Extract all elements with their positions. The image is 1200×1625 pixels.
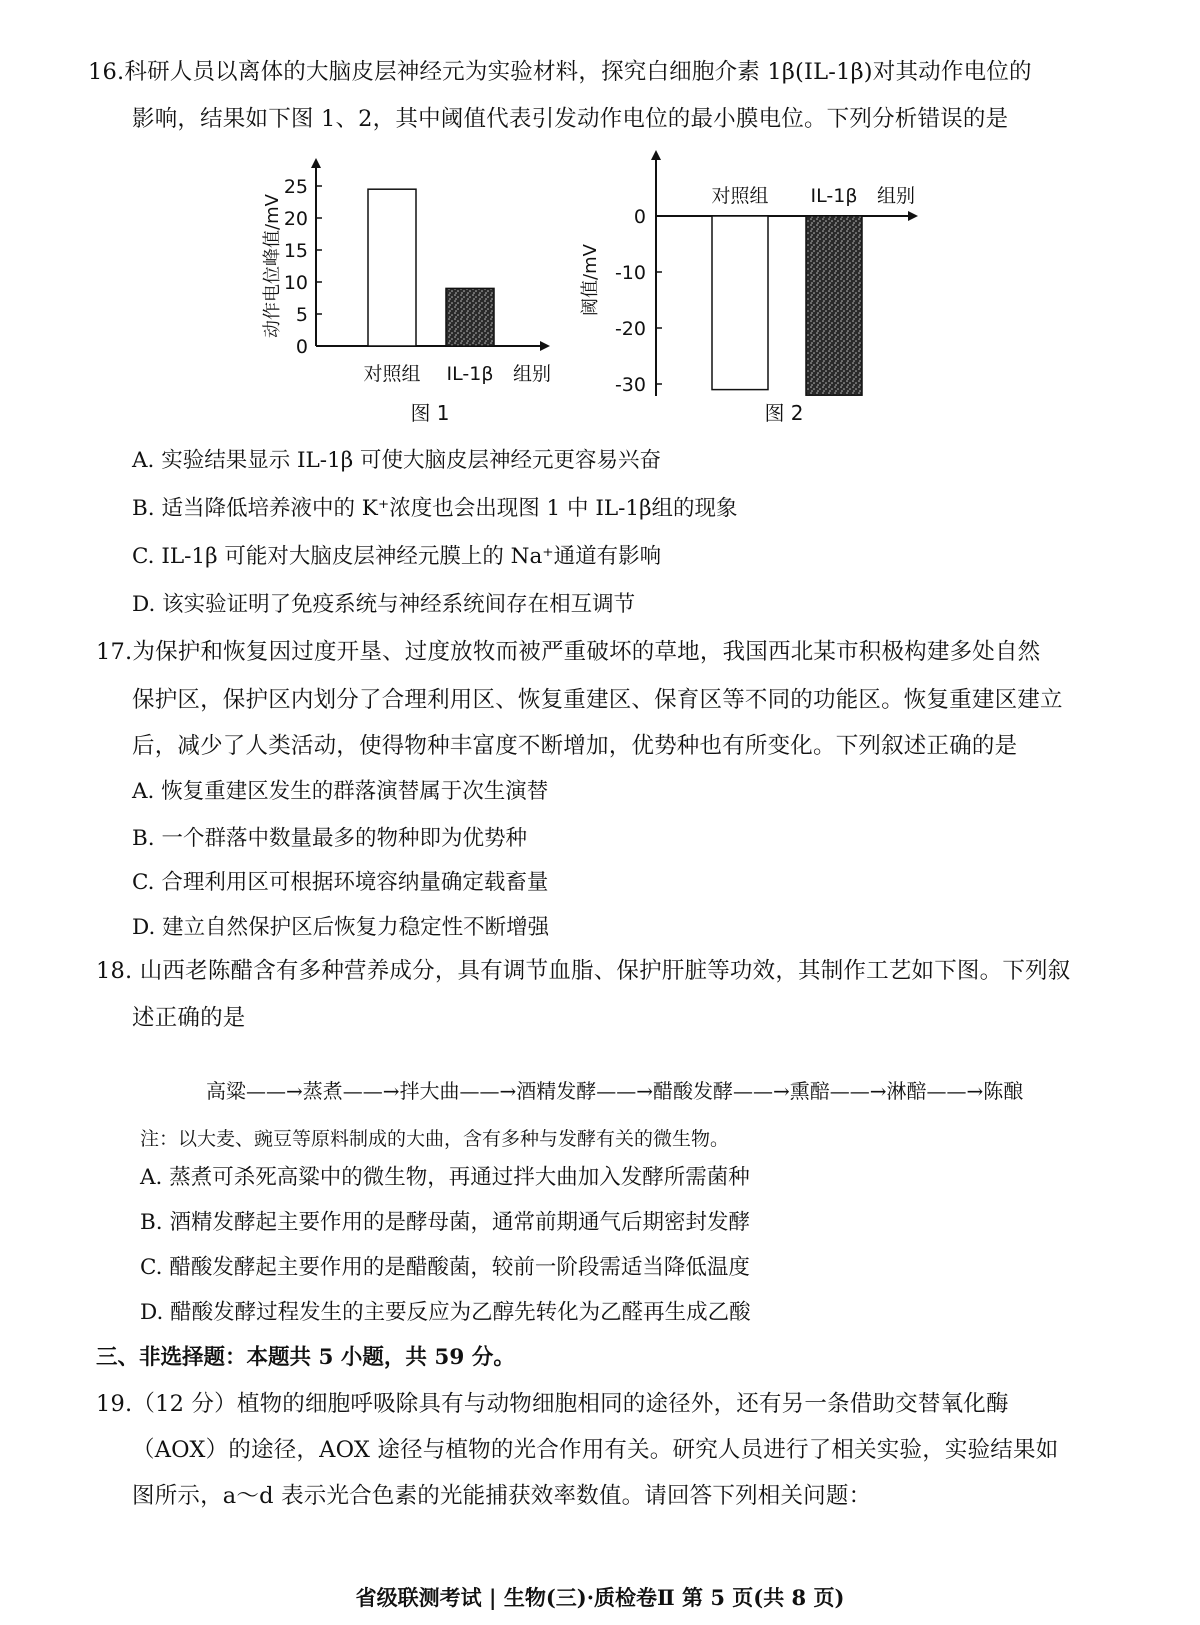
q18-option-c: C. 醋酸发酵起主要作用的是醋酸菌，较前一阶段需适当降低温度 [140,1255,750,1280]
q17-option-d: D. 建立自然保护区后恢复力稳定性不断增强 [132,915,550,940]
q16-stem-line1: 16.科研人员以离体的大脑皮层神经元为实验材料，探究白细胞介素 1β(IL-1β)对其动作电位的 [88,59,1032,85]
q17-option-b: B. 一个群落中数量最多的物种即为优势种 [132,826,527,851]
section-3-heading: 三、非选择题：本题共 5 小题，共 59 分。 [96,1345,515,1370]
figure-2-svg [570,140,930,440]
q17-stem-line2: 保护区，保护区内划分了合理利用区、恢复重建区、保育区等不同的功能区。恢复重建区建立 [132,687,1063,713]
category-label: 对照组 [711,185,769,207]
q18-stem-line2: 述正确的是 [132,1005,246,1031]
y-axis-arrow [311,158,321,168]
q16-option-b: B. 适当降低培养液中的 K⁺浓度也会出现图 1 中 IL-1β组的现象 [132,496,738,521]
chart-title: 图 2 [764,401,804,425]
bar [712,216,768,390]
y-axis-title: 阈值/mV [580,244,601,316]
x-axis-title: 组别 [876,185,916,207]
y-tick-label: -10 [614,262,646,284]
q16-option-d: D. 该实验证明了免疫系统与神经系统间存在相互调节 [132,592,636,617]
q19-stem-line3: 图所示，a～d 表示光合色素的光能捕获效率数值。请回答下列相关问题： [132,1483,872,1509]
q18-option-a: A. 蒸煮可杀死高粱中的微生物，再通过拌大曲加入发酵所需菌种 [140,1165,750,1190]
y-tick-label: 25 [283,176,308,198]
q17-stem-line1: 17.为保护和恢复因过度开垦、过度放牧而被严重破坏的草地，我国西北某市积极构建多处自然 [96,639,1041,665]
bar [806,216,862,395]
q16-option-a: A. 实验结果显示 IL-1β 可使大脑皮层神经元更容易兴奋 [132,448,662,473]
q18-stem-line1: 18. 山西老陈醋含有多种营养成分，具有调节血脂、保护肝脏等功效，其制作工艺如下图。下列叙 [96,958,1071,984]
q19-stem-line1: 19.（12 分）植物的细胞呼吸除具有与动物细胞相同的途径外，还有另一条借助交替氧化酶 [96,1391,1009,1417]
category-label: 对照组 [363,363,421,385]
figure-1-svg [250,150,570,440]
y-tick-label: 20 [283,208,308,230]
category-label: IL-1β [446,363,494,385]
page-footer: 省级联测考试 | 生物(三)·质检卷Ⅱ 第 5 页(共 8 页) [355,1585,845,1610]
y-tick-label: 0 [295,336,308,358]
y-axis-arrow [651,150,661,160]
category-label: IL-1β [810,185,858,207]
q17-stem-line3: 后，减少了人类活动，使得物种丰富度不断增加，优势种也有所变化。下列叙述正确的是 [132,733,1018,759]
y-tick-label: 15 [283,240,308,262]
figure-2-chart [570,140,930,444]
figure-1-chart [250,150,570,444]
q17-option-a: A. 恢复重建区发生的群落演替属于次生演替 [132,779,549,804]
q16-stem-line2: 影响，结果如下图 1、2，其中阈值代表引发动作电位的最小膜电位。下列分析错误的是 [132,106,1009,132]
bar [446,288,494,346]
q18-note: 注：以大麦、豌豆等原料制成的大曲，含有多种与发酵有关的微生物。 [140,1128,730,1150]
q19-stem-line2: （AOX）的途径，AOX 途径与植物的光合作用有关。研究人员进行了相关实验，实验结果如 [132,1437,1059,1463]
q18-option-d: D. 醋酸发酵过程发生的主要反应为乙醇先转化为乙醛再生成乙酸 [140,1300,751,1325]
x-axis-title: 组别 [512,363,552,385]
q16-option-c: C. IL-1β 可能对大脑皮层神经元膜上的 Na⁺通道有影响 [132,544,662,569]
x-axis-arrow [908,211,918,221]
y-tick-label: 10 [283,272,308,294]
y-tick-label: -20 [614,318,646,340]
y-tick-label: 5 [295,304,308,326]
bar [368,189,416,346]
y-tick-label: 0 [633,206,646,228]
chart-title: 图 1 [410,401,450,425]
y-tick-label: -30 [614,374,646,396]
q17-option-c: C. 合理利用区可根据环境容纳量确定载畜量 [132,870,549,895]
y-axis-title: 动作电位峰值/mV [262,194,283,338]
x-axis-arrow [540,341,550,351]
vinegar-process-flow: 高粱——→蒸煮——→拌大曲——→酒精发酵——→醋酸发酵——→熏醅——→淋醅——→陈酿 [206,1079,1024,1103]
q18-option-b: B. 酒精发酵起主要作用的是酵母菌，通常前期通气后期密封发酵 [140,1210,750,1235]
